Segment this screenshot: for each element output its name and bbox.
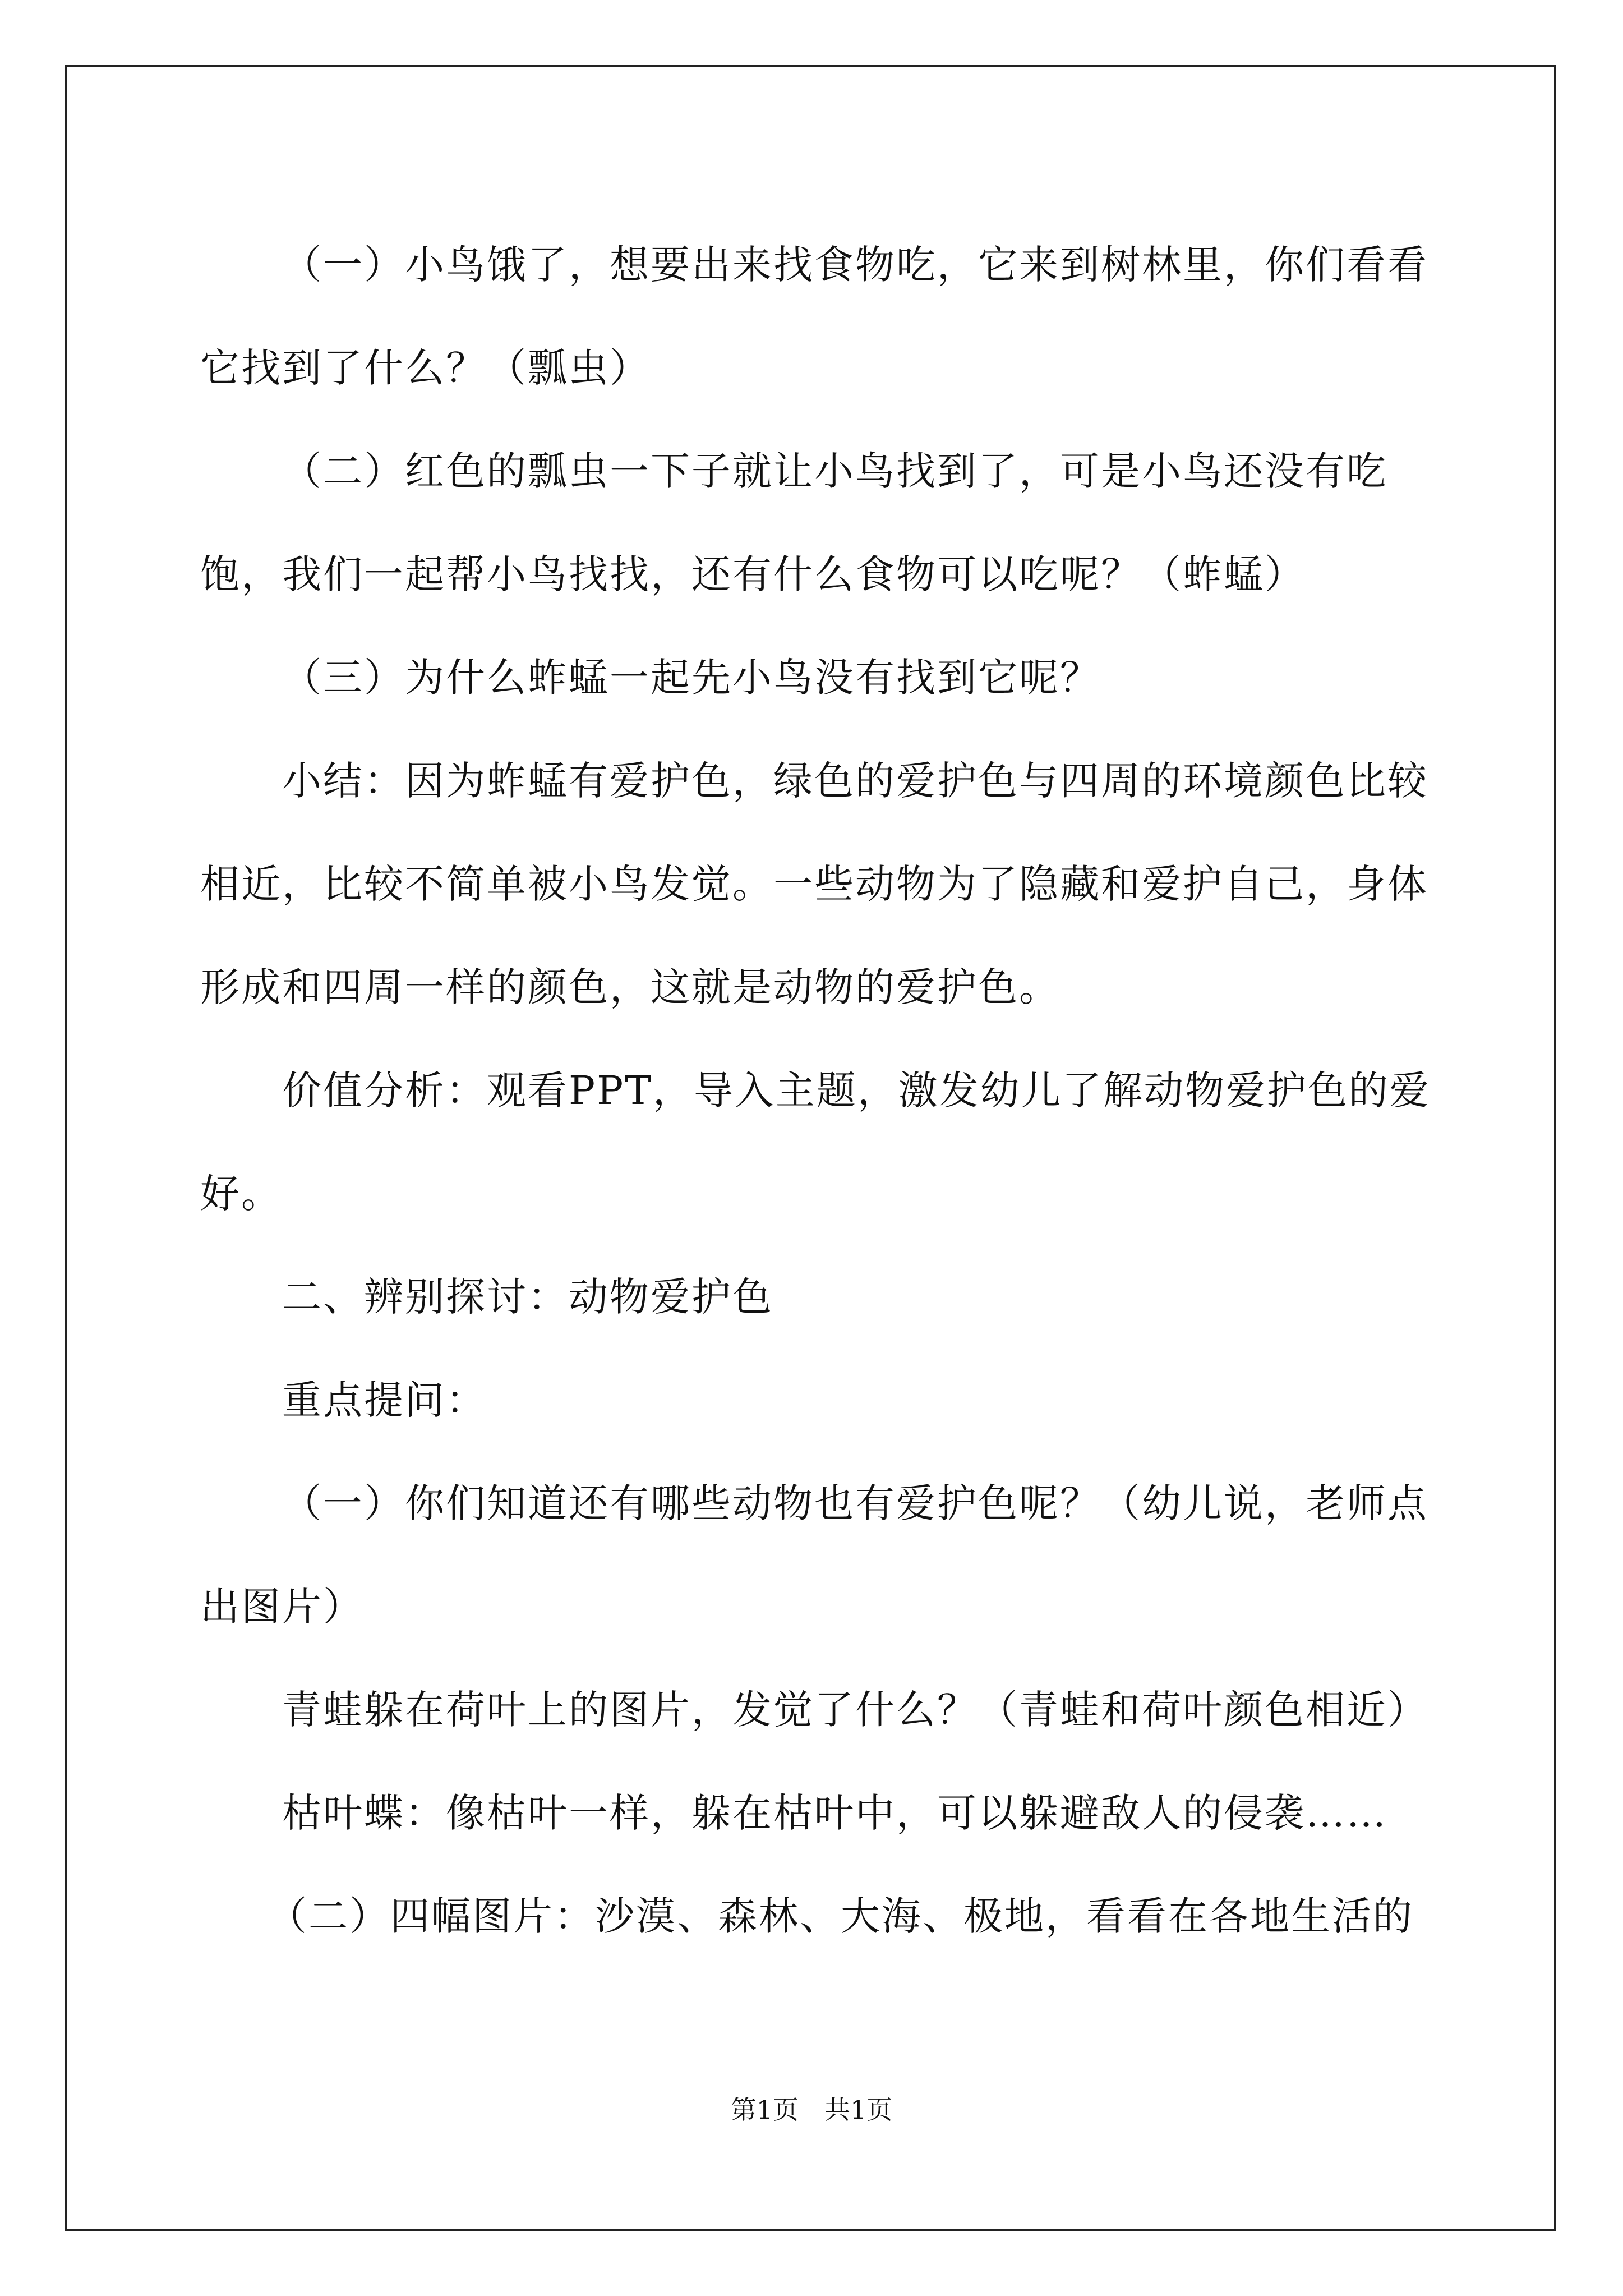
paragraph-3: （三）为什么蚱蜢一起先小鸟没有找到它呢？ xyxy=(282,655,1101,701)
paragraph-question-2: （二）四幅图片：沙漠、森林、大海、极地，看看在各地生活的 xyxy=(268,1893,1414,1939)
paragraph-question-1: （一）你们知道还有哪些动物也有爱护色呢？（幼儿说，老师点出图片） xyxy=(200,1480,1428,1630)
paragraph-1: （一）小鸟饿了，想要出来找食物吃，它来到树林里，你们看看它找到了什么？（瓢虫） xyxy=(200,242,1428,391)
page-footer: 第1页 共1页 xyxy=(730,2095,893,2125)
key-questions-label: 重点提问： xyxy=(282,1377,487,1423)
section-heading: 二、辨别探讨：动物爱护色 xyxy=(282,1274,773,1320)
paragraph-butterfly: 枯叶蝶：像枯叶一样，躲在枯叶中，可以躲避敌人的侵袭…… xyxy=(282,1790,1387,1836)
paragraph-value-analysis: 价值分析：观看PPT，导入主题，激发幼儿了解动物爱护色的爱好。 xyxy=(200,1068,1431,1217)
paragraph-frog: 青蛙躲在荷叶上的图片，发觉了什么？（青蛙和荷叶颜色相近） xyxy=(282,1687,1428,1733)
paragraph-summary: 小结：因为蚱蜢有爱护色，绿色的爱护色与四周的环境颜色比较相近，比较不简单被小鸟发觉。一些动物为了隐藏和爱护自己，身体形成和四周一样的颜色，这就是动物的爱护色。 xyxy=(200,758,1428,1010)
document-body xyxy=(200,213,1434,1968)
paragraph-2: （二）红色的瓢虫一下子就让小鸟找到了，可是小鸟还没有吃饱，我们一起帮小鸟找找，还有什么食物可以吃呢？（蚱蜢） xyxy=(200,448,1387,597)
